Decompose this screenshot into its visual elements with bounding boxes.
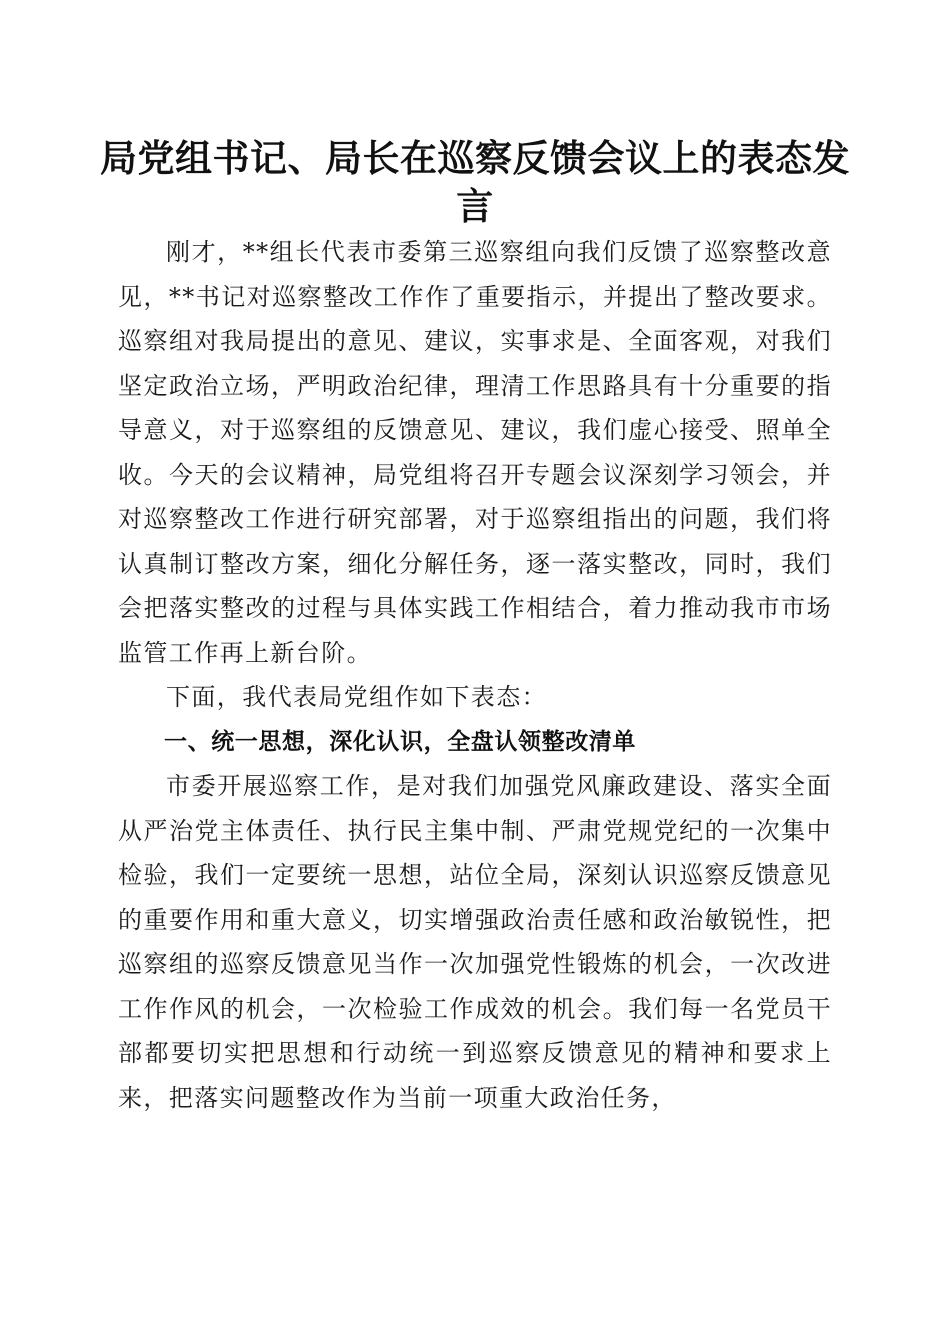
document-title: 局党组书记、局长在巡察反馈会议上的表态发言	[100, 136, 850, 228]
section-paragraph: 市委开展巡察工作，是对我们加强党风廉政建设、落实全面从严治党主体责任、执行民主集中制、严肃党规党纪的一次集中检验，我们一定要统一思想，站位全局，深刻认识巡察反馈意见的重要作用和重大意义，切实增强政治责任感和政治敏锐性，把巡察组的巡察反馈意见当作一次加强党性锻炼的机会，一次改进工作作风的机会，一次检验工作成效的机会。我们每一名党员干部都要切实把思想和行动统一到巡察反馈意见的精神和要求上来，把落实问题整改作为当前一项重大政治任务，	[118, 772, 832, 1112]
section-heading: 一、统一思想，深化认识，全盘认领整改清单	[164, 728, 636, 755]
statement-lead-paragraph: 下面，我代表局党组作如下表态：	[166, 683, 547, 711]
document-body	[118, 230, 832, 1120]
intro-paragraph: 刚才，**组长代表市委第三巡察组向我们反馈了巡察整改意见，**书记对巡察整改工作作了重要指示，并提出了整改要求。巡察组对我局提出的意见、建议，实事求是、全面客观，对我们坚定政治立场，严明政治纪律，理清工作思路具有十分重要的指导意义，对于巡察组的反馈意见、建议，我们虚心接受、照单全收。今天的会议精神，局党组将召开专题会议深刻学习领会，并对巡察整改工作进行研究部署，对于巡察组指出的问题，我们将认真制订整改方案，细化分解任务，逐一落实整改，同时，我们会把落实整改的过程与具体实践工作相结合，着力推动我市市场监管工作再上新台阶。	[118, 238, 832, 667]
